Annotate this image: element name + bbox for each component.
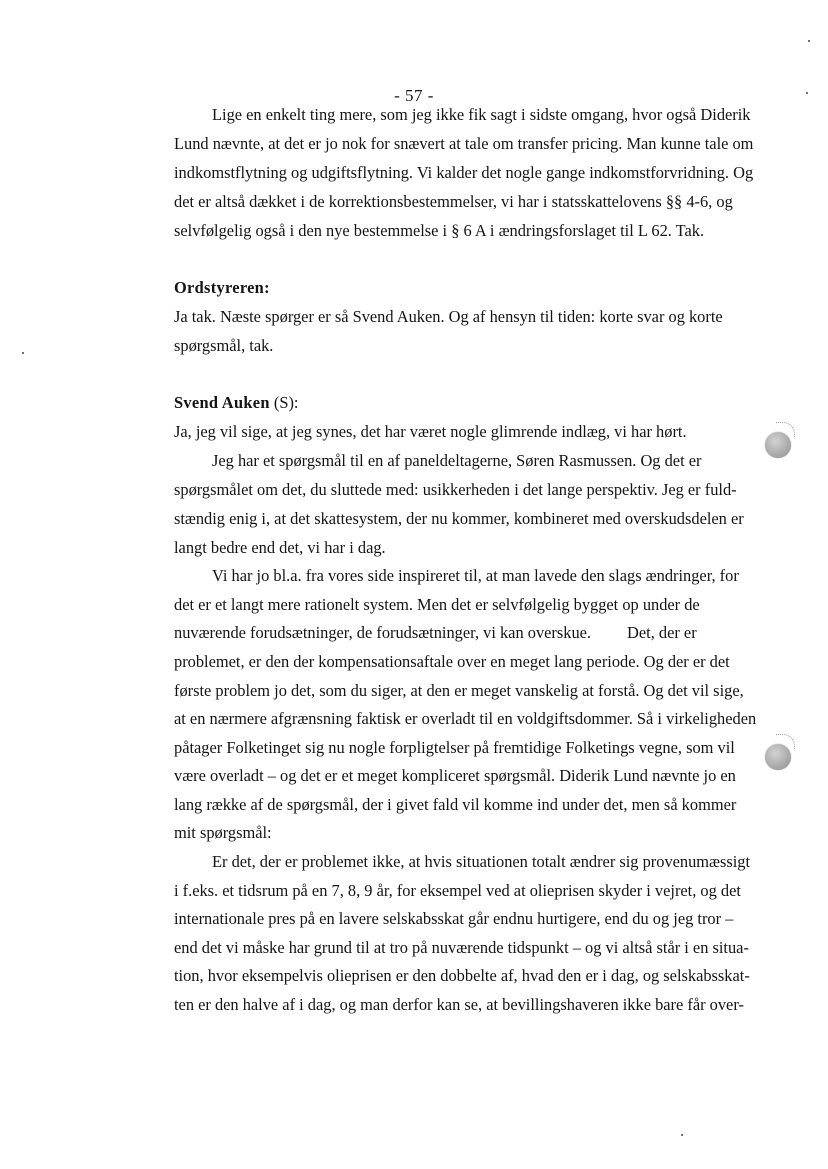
text-line: at en nærmere afgrænsning faktisk er overladt til en voldgiftsdommer. Så i virkeligheden xyxy=(174,709,757,728)
scan-speck xyxy=(22,352,24,354)
text-line: være overladt – og det er et meget kompliceret spørgsmål. Diderik Lund nævnte jo en xyxy=(174,766,736,785)
text-line: det er et langt mere rationelt system. Men det er selvfølgelig bygget op under de xyxy=(174,595,700,614)
text-line: Er det, der er problemet ikke, at hvis situationen totalt ændrer sig provenumæssigt xyxy=(212,852,751,871)
text-line: første problem jo det, som du siger, at den er meget vanskelig at forstå. Og det vil sige, xyxy=(174,681,744,700)
page-number: - 57 - xyxy=(394,86,434,105)
scan-speck xyxy=(806,92,808,94)
text-line: Lund nævnte, at det er jo nok for snævert at tale om transfer pricing. Man kunne tale om xyxy=(174,134,754,153)
text-line: Jeg har et spørgsmål til en af paneldeltagerne, Søren Rasmussen. Og det er xyxy=(212,451,702,470)
text-line: end det vi måske har grund til at tro på nuværende tidspunkt – og vi altså står i en situa- xyxy=(174,938,749,957)
text-line: internationale pres på en lavere selskabsskat går endnu hurtigere, end du og jeg tror – xyxy=(174,909,734,928)
text-line: lang række af de spørgsmål, der i givet fald vil komme ind under det, men så kommer xyxy=(174,795,737,814)
scan-speck xyxy=(808,40,810,42)
text-line: ten er den halve af i dag, og man derfor kan se, at bevillingshaveren ikke bare får over- xyxy=(174,995,744,1014)
text-line: problemet, er den der kompensationsaftale over en meget lang periode. Og der er det xyxy=(174,652,730,671)
scan-speck xyxy=(681,1134,683,1136)
text-line: Vi har jo bl.a. fra vores side inspireret til, at man lavede den slags ændringer, for xyxy=(212,566,739,585)
text-line: påtager Folketinget sig nu nogle forpligtelser på fremtidige Folketings vegne, som vil xyxy=(174,738,735,757)
text-line: tion, hvor eksempelvis olieprisen er den dobbelte af, hvad den er i dag, og selskabsskat- xyxy=(174,966,750,985)
text-line: i f.eks. et tidsrum på en 7, 8, 9 år, for eksempel ved at olieprisen skyder i vejret, og det xyxy=(174,881,741,900)
speaker-heading: Ordstyreren: xyxy=(174,278,270,297)
speaker-party: (S): xyxy=(273,393,299,412)
text-line: det er altså dækket i de korrektionsbestemmelser, vi har i statsskattelovens §§ 4-6, og xyxy=(174,192,733,211)
punch-hole-icon xyxy=(765,744,791,770)
text-line: spørgsmål, tak. xyxy=(174,336,274,355)
text-line: indkomstflytning og udgiftsflytning. Vi kalder det nogle gange indkomstforvridning. Og xyxy=(174,163,754,182)
text-line: Lige en enkelt ting mere, som jeg ikke fik sagt i sidste omgang, hvor også Diderik xyxy=(212,105,751,124)
text-line: selvfølgelig også i den nye bestemmelse i § 6 A i ændringsforslaget til L 62. Tak. xyxy=(174,221,705,240)
text-fragment: Det, der er xyxy=(627,623,697,642)
text-line xyxy=(174,623,697,643)
text-line: Ja, jeg vil sige, at jeg synes, det har været nogle glimrende indlæg, vi har hørt. xyxy=(174,422,687,441)
text-line: mit spørgsmål: xyxy=(174,823,272,842)
text-line: spørgsmålet om det, du sluttede med: usikkerheden i det lange perspektiv. Jeg er fuld- xyxy=(174,480,737,499)
text-fragment: nuværende forudsætninger, de forudsætninger, vi kan overskue. xyxy=(174,623,592,642)
text-line: Ja tak. Næste spørger er så Svend Auken. Og af hensyn til tiden: korte svar og korte xyxy=(174,307,723,326)
speaker-heading xyxy=(174,393,298,413)
speaker-name: Svend Auken xyxy=(174,393,270,412)
punch-hole-icon xyxy=(765,432,791,458)
text-line: stændig enig i, at det skattesystem, der nu kommer, kombineret med overskudsdelen er xyxy=(174,509,744,528)
text-line: langt bedre end det, vi har i dag. xyxy=(174,538,386,557)
